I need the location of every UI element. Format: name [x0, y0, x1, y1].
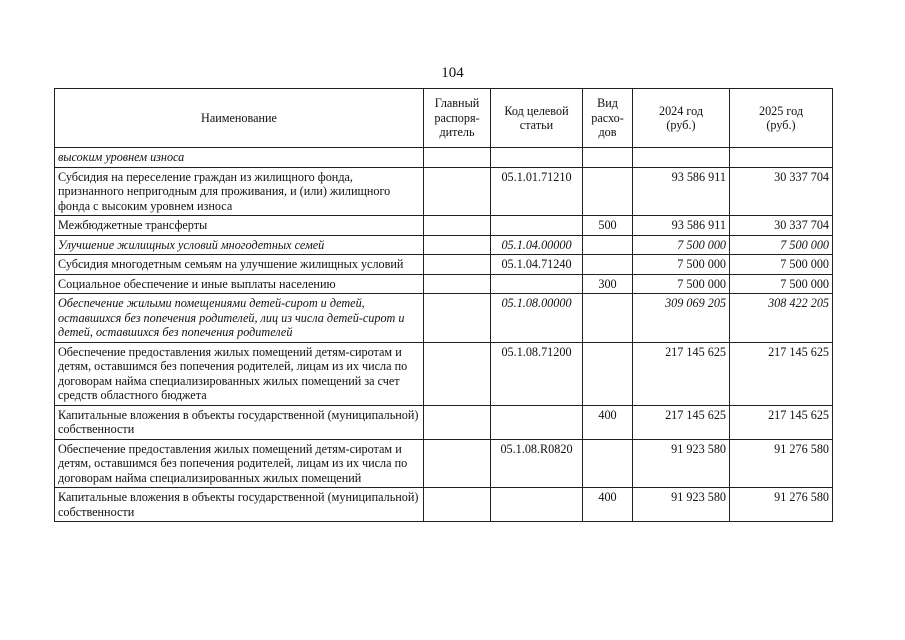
table-row [55, 167, 833, 216]
table-row [55, 235, 833, 255]
header-name: Наименование [55, 89, 424, 148]
table-row [55, 342, 833, 405]
cell-kind: 400 [583, 488, 633, 522]
cell-y2024: 91 923 580 [633, 439, 730, 488]
table-row [55, 148, 833, 168]
cell-name: Субсидия многодетным семьям на улучшение жилищных условий [55, 255, 424, 275]
table-row [55, 405, 833, 439]
cell-y2024: 309 069 205 [633, 294, 730, 343]
cell-y2024: 7 500 000 [633, 274, 730, 294]
cell-y2025: 7 500 000 [730, 274, 833, 294]
cell-admin [424, 216, 491, 236]
cell-kind: 500 [583, 216, 633, 236]
cell-code [491, 274, 583, 294]
header-2025: 2025 год (руб.) [730, 89, 833, 148]
table-row [55, 216, 833, 236]
table-row [55, 439, 833, 488]
cell-kind [583, 255, 633, 275]
cell-kind [583, 439, 633, 488]
cell-code [491, 488, 583, 522]
cell-name: Обеспечение жилыми помещениями детей-сирот и детей, оставшихся без попечения родителей, лиц из числа детей-сирот и детей, оставшихся без попечения родителей [55, 294, 424, 343]
header-admin: Главный распоря- дитель [424, 89, 491, 148]
table-header [55, 89, 833, 148]
cell-code: 05.1.04.71240 [491, 255, 583, 275]
cell-name: Капитальные вложения в объекты государственной (муниципальной) собственности [55, 488, 424, 522]
cell-admin [424, 167, 491, 216]
cell-name: Капитальные вложения в объекты государственной (муниципальной) собственности [55, 405, 424, 439]
cell-code [491, 148, 583, 168]
cell-kind [583, 148, 633, 168]
page-number: 104 [441, 65, 464, 81]
table-body [55, 148, 833, 522]
cell-kind [583, 167, 633, 216]
header-row [55, 89, 833, 148]
cell-code [491, 216, 583, 236]
header-2024: 2024 год (руб.) [633, 89, 730, 148]
cell-y2024 [633, 148, 730, 168]
table-row [55, 274, 833, 294]
cell-admin [424, 274, 491, 294]
cell-admin [424, 439, 491, 488]
cell-admin [424, 405, 491, 439]
header-kind: Вид расхо- дов [583, 89, 633, 148]
cell-y2025: 30 337 704 [730, 167, 833, 216]
budget-table [54, 88, 833, 522]
cell-y2024: 93 586 911 [633, 167, 730, 216]
cell-name: Обеспечение предоставления жилых помещений детям-сиротам и детям, оставшимся без попечения родителей, лицам из их числа по договорам найма специализированных жилых помещений [55, 439, 424, 488]
cell-y2025: 217 145 625 [730, 405, 833, 439]
cell-admin [424, 255, 491, 275]
header-code: Код целевой статьи [491, 89, 583, 148]
cell-y2025: 30 337 704 [730, 216, 833, 236]
cell-name: Улучшение жилищных условий многодетных семей [55, 235, 424, 255]
cell-y2024: 217 145 625 [633, 342, 730, 405]
cell-code: 05.1.08.00000 [491, 294, 583, 343]
cell-kind: 400 [583, 405, 633, 439]
cell-admin [424, 148, 491, 168]
table-row [55, 294, 833, 343]
cell-kind: 300 [583, 274, 633, 294]
table-row [55, 488, 833, 522]
cell-y2024: 93 586 911 [633, 216, 730, 236]
cell-name: Межбюджетные трансферты [55, 216, 424, 236]
table-row [55, 255, 833, 275]
cell-admin [424, 342, 491, 405]
cell-code: 05.1.08.R0820 [491, 439, 583, 488]
cell-name: Обеспечение предоставления жилых помещений детям-сиротам и детям, оставшимся без попечения родителей, лицам из их числа по договорам найма специализированных жилых помещений за счет средств областного бюджета [55, 342, 424, 405]
cell-y2024: 7 500 000 [633, 235, 730, 255]
cell-code: 05.1.01.71210 [491, 167, 583, 216]
cell-y2024: 91 923 580 [633, 488, 730, 522]
cell-y2025: 308 422 205 [730, 294, 833, 343]
cell-name: высоким уровнем износа [55, 148, 424, 168]
cell-y2025: 7 500 000 [730, 255, 833, 275]
cell-y2025: 7 500 000 [730, 235, 833, 255]
cell-code: 05.1.08.71200 [491, 342, 583, 405]
cell-kind [583, 294, 633, 343]
cell-y2025: 217 145 625 [730, 342, 833, 405]
cell-y2025: 91 276 580 [730, 439, 833, 488]
cell-kind [583, 342, 633, 405]
cell-admin [424, 488, 491, 522]
cell-name: Социальное обеспечение и иные выплаты населению [55, 274, 424, 294]
cell-kind [583, 235, 633, 255]
cell-code [491, 405, 583, 439]
cell-name: Субсидия на переселение граждан из жилищного фонда, признанного непригодным для проживания, и (или) жилищного фонда с высоким уровнем износа [55, 167, 424, 216]
cell-admin [424, 294, 491, 343]
cell-y2025 [730, 148, 833, 168]
cell-y2024: 7 500 000 [633, 255, 730, 275]
cell-y2024: 217 145 625 [633, 405, 730, 439]
cell-y2025: 91 276 580 [730, 488, 833, 522]
cell-admin [424, 235, 491, 255]
cell-code: 05.1.04.00000 [491, 235, 583, 255]
